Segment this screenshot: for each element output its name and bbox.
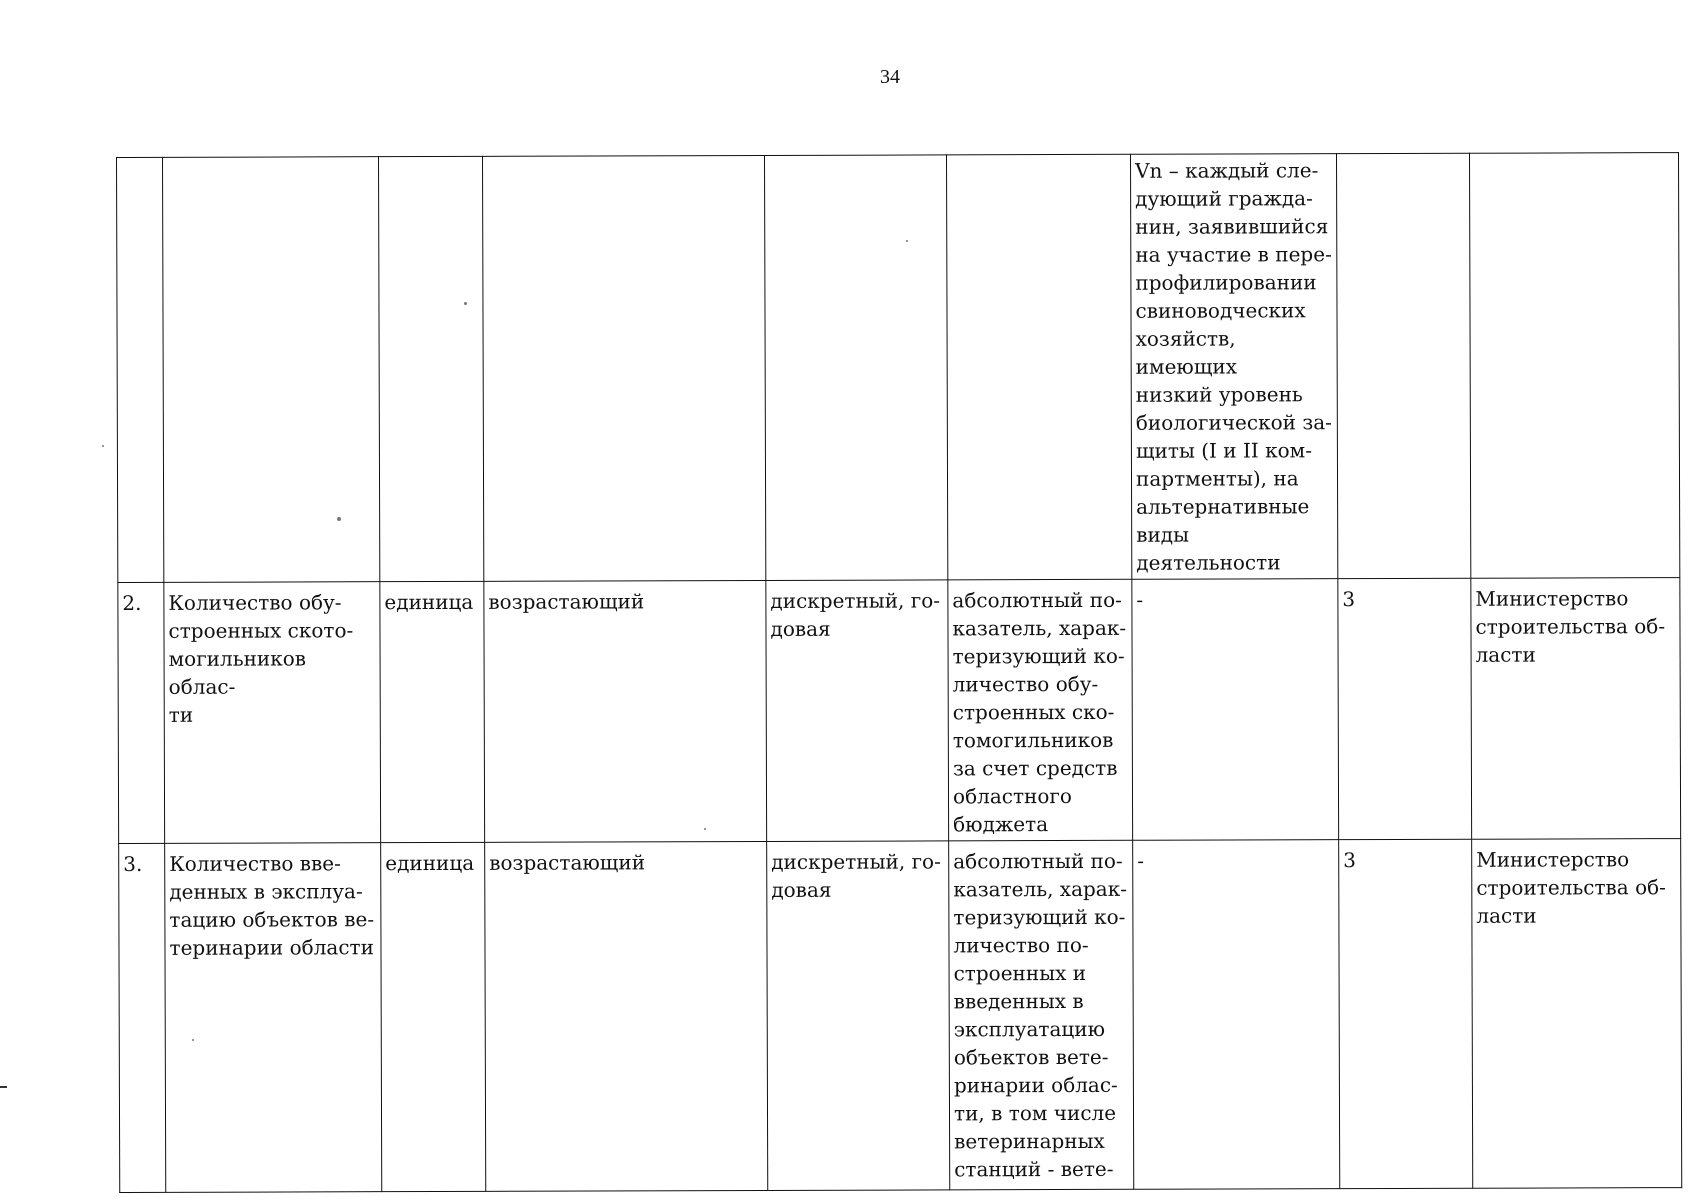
table-cell-type xyxy=(764,155,947,581)
table-cell-num xyxy=(117,157,164,582)
dynamics-value: возрастающий xyxy=(488,589,645,614)
table-cell-value xyxy=(1338,578,1472,839)
table-cell-name xyxy=(165,843,382,1193)
row-number: 2. xyxy=(122,590,142,615)
indicator-type: дискретный, го- довая xyxy=(771,849,941,902)
scan-speck xyxy=(906,240,908,242)
scan-speck xyxy=(192,1039,194,1041)
table-cell-unit xyxy=(381,842,486,1191)
indicator-definition: абсолютный по- казатель, харак- теризующий ко- личество по- строенных и введенных в эксплуатацию объектов вете- ринарии облас- ти, в том числе ветеринарных станций - вете- xyxy=(953,848,1127,1182)
scan-speck xyxy=(704,828,706,830)
table-cell-definition xyxy=(949,840,1134,1190)
indicator-type: дискретный, го- довая xyxy=(770,588,941,641)
responsible-body: Министерство строительства об- ласти xyxy=(1476,847,1666,928)
table-cell-definition xyxy=(946,154,1131,580)
table-cell-dynamics xyxy=(484,580,767,842)
table-cell-type xyxy=(766,580,949,842)
scan-speck xyxy=(464,302,467,305)
indicator-value: 3 xyxy=(1343,848,1356,873)
unit-of-measure: единица xyxy=(384,589,474,615)
table-row-continuation xyxy=(117,153,1680,583)
indicator-name: Количество обу- строенных ското- могильников облас- ти xyxy=(168,590,354,727)
page-number: 34 xyxy=(880,66,900,88)
table-cell-definition xyxy=(948,579,1133,841)
table-cell-responsible xyxy=(1471,578,1681,840)
table-row xyxy=(118,578,1681,844)
row-number: 3. xyxy=(123,851,143,876)
table-cell-num xyxy=(118,582,165,843)
table-cell-unit xyxy=(380,581,485,842)
responsible-body: Министерство строительства об- ласти xyxy=(1475,586,1666,667)
table-cell-unit xyxy=(379,156,484,581)
table-cell-responsible xyxy=(1469,153,1679,579)
table-cell-responsible xyxy=(1472,839,1682,1189)
table-cell-type xyxy=(767,841,950,1191)
dynamics-value: возрастающий xyxy=(489,850,646,875)
table-cell-value xyxy=(1336,153,1470,578)
indicators-table xyxy=(116,152,1682,1193)
table-cell-formula xyxy=(1132,579,1339,841)
formula-text: - xyxy=(1136,587,1144,612)
formula-text: - xyxy=(1137,848,1145,873)
scan-speck xyxy=(337,517,341,521)
indicator-value: 3 xyxy=(1342,587,1356,612)
indicator-definition: абсолютный по- казатель, харак- теризующий ко- личество обу- строенных ско- томогильников за счет средств областного бюджета xyxy=(952,587,1127,837)
table-cell-dynamics xyxy=(485,841,768,1191)
unit-of-measure: единица xyxy=(385,850,475,876)
table-cell-formula xyxy=(1133,840,1340,1190)
table-row xyxy=(119,839,1682,1193)
table-cell-dynamics xyxy=(482,155,765,581)
formula-text: Vn – каждый сле- дующий гражда- нин, заявившийся на участие в пере- профилировании свиноводческих хозяйств, имеющих низкий уровень биологической за- щиты (I и II ком- партменты), на альтернативные виды деятельности xyxy=(1135,158,1332,575)
table-cell-value xyxy=(1339,839,1473,1188)
table-cell-name xyxy=(164,582,381,844)
scan-speck xyxy=(102,445,104,447)
table-cell-formula xyxy=(1130,154,1337,580)
table-cell-num xyxy=(119,843,166,1192)
scan-edge-mark xyxy=(0,1086,7,1088)
indicator-name: Количество вве- денных в эксплуа- тацию объектов ве- теринарии области xyxy=(169,851,375,960)
table-cell-name xyxy=(163,157,380,583)
